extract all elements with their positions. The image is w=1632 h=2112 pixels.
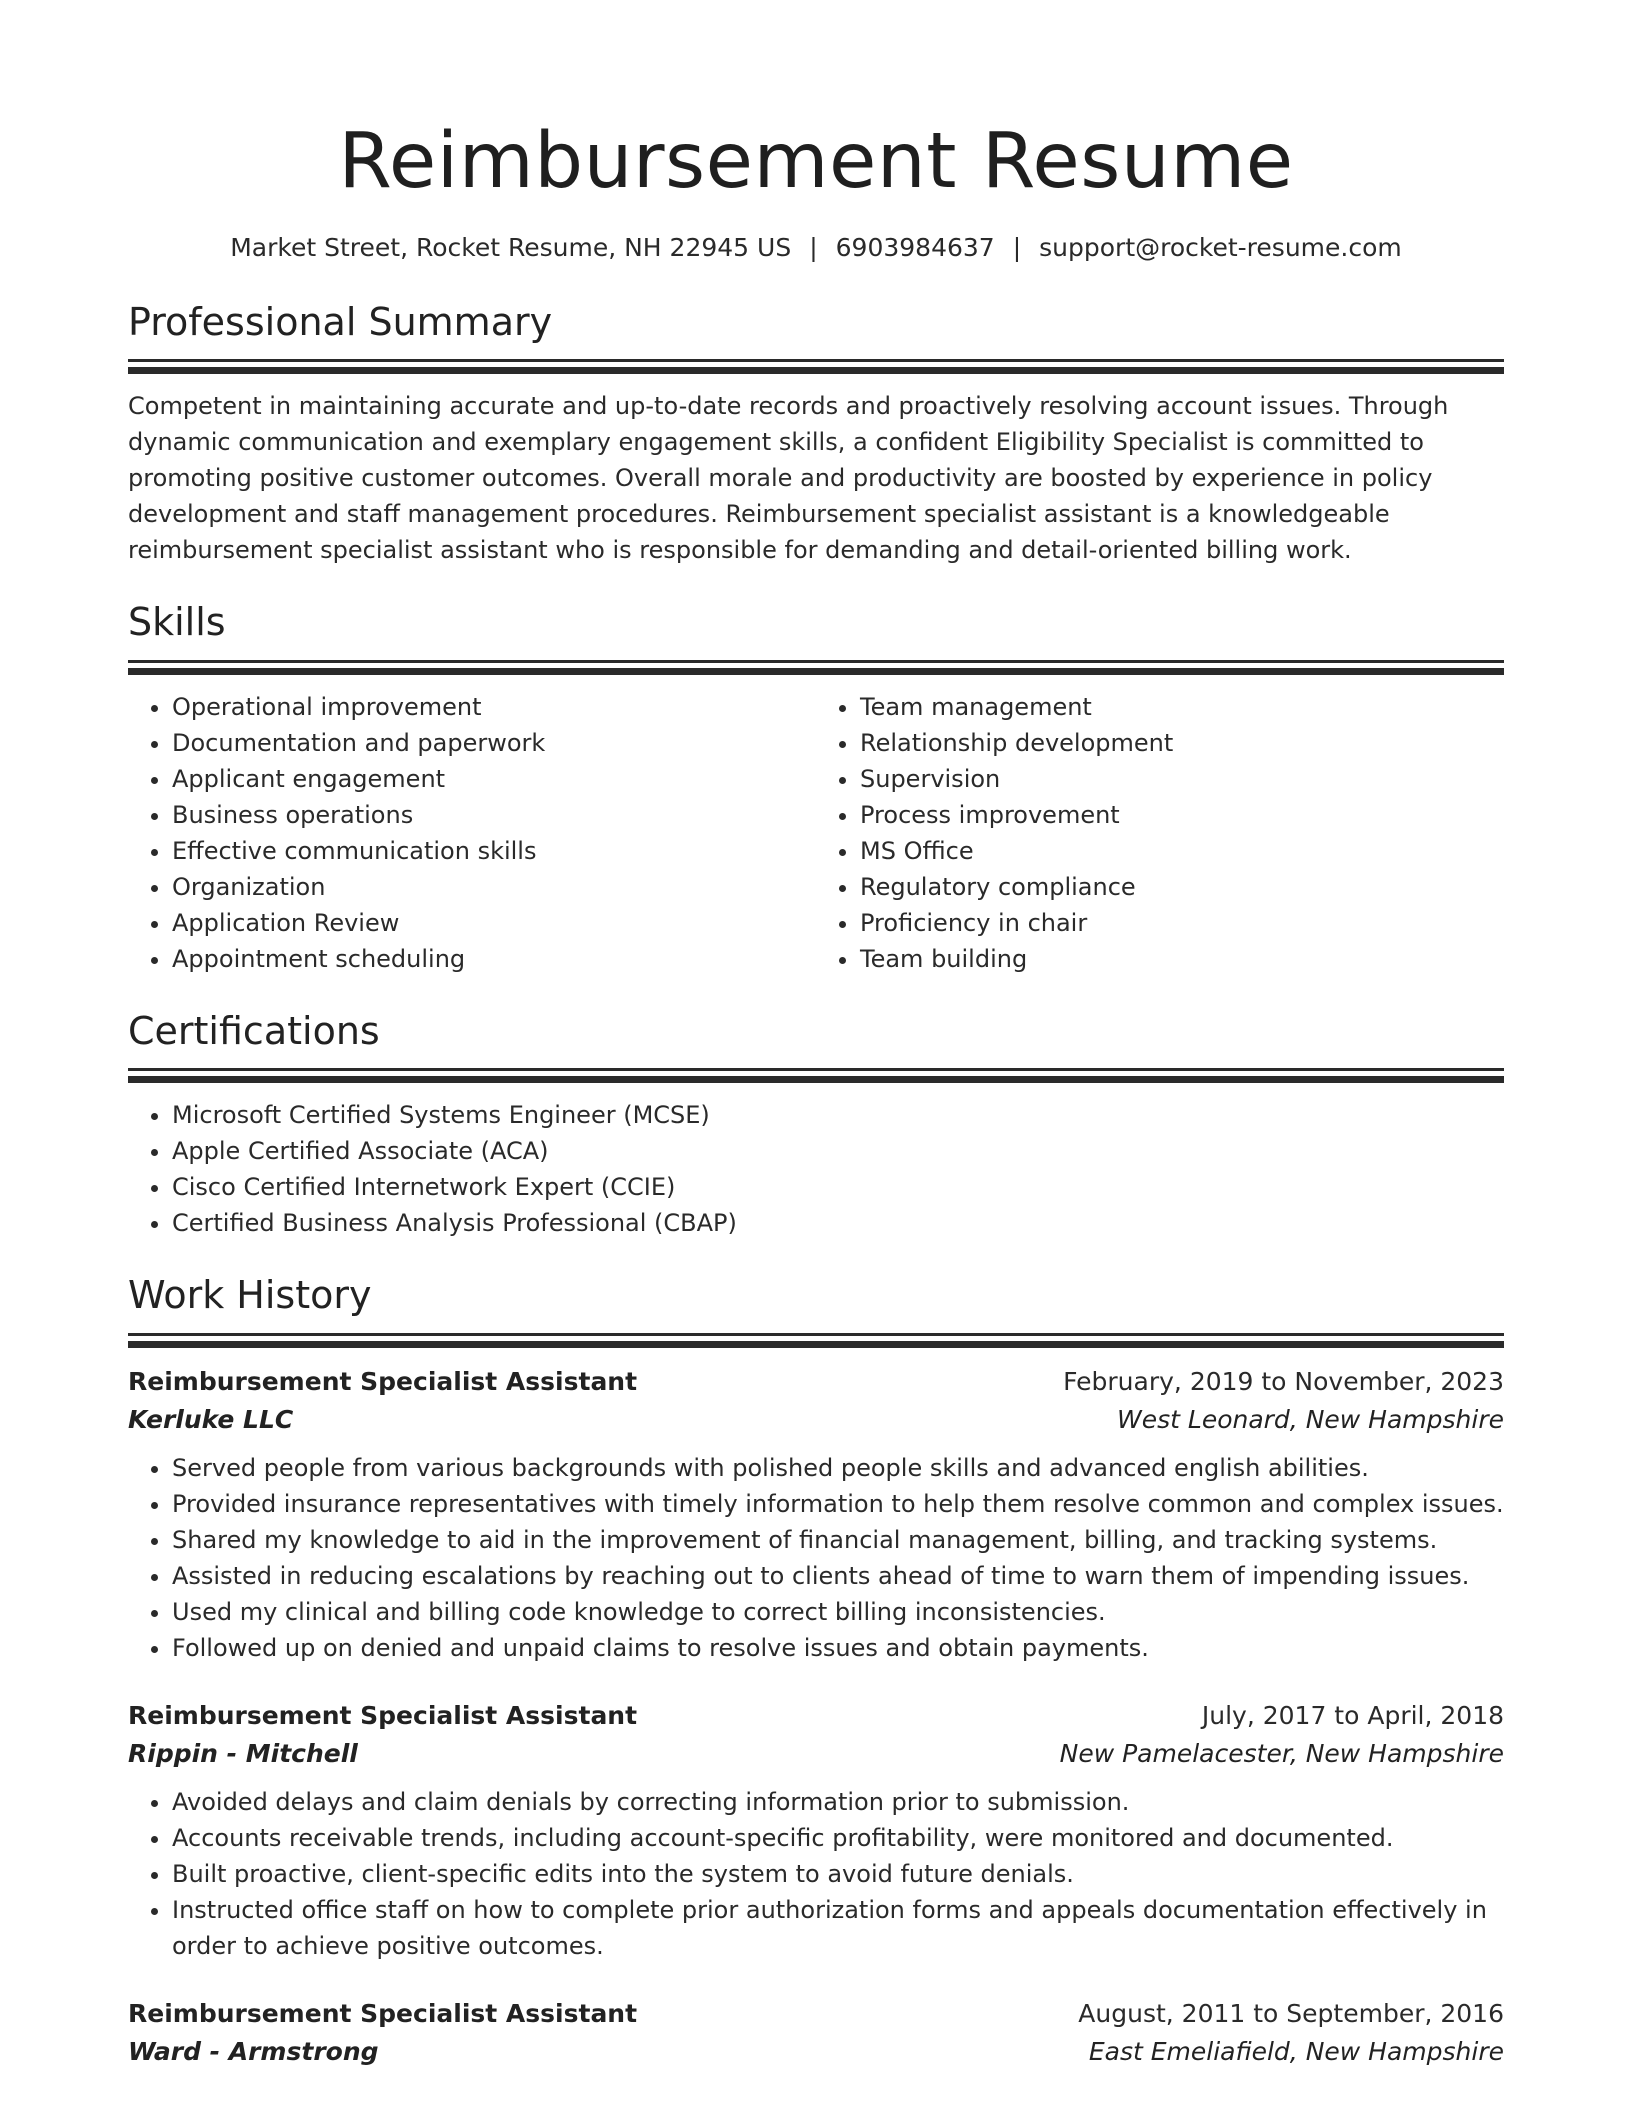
section-divider [128, 1068, 1504, 1071]
job-bullet: • Provided insurance representatives with timely information to help them resolve common and complex issues. [172, 1486, 1504, 1522]
job-bullets [128, 1450, 1504, 1666]
certification-item: • Microsoft Certified Systems Engineer (MCSE) [172, 1097, 1504, 1133]
summary-section [128, 300, 1504, 569]
skills-heading: Skills [128, 600, 226, 645]
job-location: New Pamelacester, New Hampshire [1059, 1739, 1504, 1769]
skill-item: • Application Review [172, 905, 816, 941]
skill-item: • Business operations [172, 797, 816, 833]
job-dates: July, 2017 to April, 2018 [1201, 1701, 1504, 1731]
job-header [128, 1364, 1504, 1400]
job-location: East Emeliafield, New Hampshire [1088, 2037, 1504, 2067]
job-entry [128, 1698, 1504, 1964]
job-subheader [128, 2032, 1504, 2072]
section-divider [128, 660, 1504, 663]
skill-item: • Regulatory compliance [860, 869, 1504, 905]
section-divider-thick [128, 1341, 1504, 1348]
job-dates: February, 2019 to November, 2023 [1063, 1367, 1504, 1397]
skill-item: • MS Office [860, 833, 1504, 869]
work-history-section [128, 1273, 1504, 2072]
job-company: Rippin - Mitchell [128, 1739, 358, 1769]
job-bullet: • Assisted in reducing escalations by reaching out to clients ahead of time to warn them of impending issues. [172, 1558, 1504, 1594]
job-header [128, 1698, 1504, 1734]
skill-item: • Documentation and paperwork [172, 725, 816, 761]
job-dates: August, 2011 to September, 2016 [1078, 1999, 1504, 2029]
job-company: Ward - Armstrong [128, 2037, 379, 2067]
job-bullet: • Used my clinical and billing code knowledge to correct billing inconsistencies. [172, 1594, 1504, 1630]
job-bullet: • Instructed office staff on how to complete prior authorization forms and appeals documentation effectively in order to achieve positive outcomes. [172, 1892, 1504, 1964]
section-divider [128, 1333, 1504, 1336]
job-bullet: • Served people from various backgrounds with polished people skills and advanced english abilities. [172, 1450, 1504, 1486]
skills-section [128, 600, 1504, 977]
job-title: Reimbursement Specialist Assistant [128, 1367, 638, 1397]
section-divider-thick [128, 1076, 1504, 1083]
skill-item: • Operational improvement [172, 689, 816, 725]
summary-heading: Professional Summary [128, 299, 553, 344]
job-entry [128, 1364, 1504, 1666]
job-bullet: • Shared my knowledge to aid in the improvement of financial management, billing, and tracking systems. [172, 1522, 1504, 1558]
skills-list-left [128, 689, 816, 977]
skill-item: • Relationship development [860, 725, 1504, 761]
skill-item: • Supervision [860, 761, 1504, 797]
job-header [128, 1996, 1504, 2032]
skill-item: • Team building [860, 941, 1504, 977]
skill-item: • Appointment scheduling [172, 941, 816, 977]
contact-phone: 6903984637 [835, 232, 995, 262]
resume-page [128, 0, 1504, 2072]
summary-text: Competent in maintaining accurate and up-to-date records and proactively resolving account issues. Through dynamic communication and exemplary engagement skills, a confident Eligibility Specialist is committed to promoting positive customer outcomes. Overall morale and productivity are boosted by experience in policy development and staff management procedures. Reimbursement specialist assistant is a knowledgeable reimbursement specialist assistant who is responsible for demanding and detail-oriented billing work. [128, 392, 1449, 565]
section-divider [128, 359, 1504, 362]
contact-email: support@rocket-resume.com [1039, 232, 1402, 262]
skills-list-right [816, 689, 1504, 977]
job-entry [128, 1996, 1504, 2072]
certifications-section [128, 1009, 1504, 1242]
certification-item: • Certified Business Analysis Professional (CBAP) [172, 1205, 1504, 1241]
job-subheader [128, 1400, 1504, 1440]
certification-item: • Cisco Certified Internetwork Expert (CCIE) [172, 1169, 1504, 1205]
contact-separator: | [1012, 232, 1022, 262]
job-bullets [128, 1784, 1504, 1964]
job-bullet: • Built proactive, client-specific edits into the system to avoid future denials. [172, 1856, 1504, 1892]
skill-item: • Proficiency in chair [860, 905, 1504, 941]
job-bullet: • Accounts receivable trends, including account-specific profitability, were monitored and documented. [172, 1820, 1504, 1856]
job-subheader [128, 1734, 1504, 1774]
skill-item: • Process improvement [860, 797, 1504, 833]
resume-name: Reimbursement Resume [338, 117, 1294, 206]
skill-item: • Organization [172, 869, 816, 905]
certifications-list [128, 1097, 1504, 1241]
certifications-heading: Certifications [128, 1008, 380, 1053]
section-divider-thick [128, 668, 1504, 675]
contact-address: Market Street, Rocket Resume, NH 22945 US [230, 232, 792, 262]
skill-item: • Team management [860, 689, 1504, 725]
section-divider-thick [128, 367, 1504, 374]
job-company: Kerluke LLC [128, 1405, 294, 1435]
skills-columns [128, 689, 1504, 977]
certification-item: • Apple Certified Associate (ACA) [172, 1133, 1504, 1169]
job-bullet: • Avoided delays and claim denials by correcting information prior to submission. [172, 1784, 1504, 1820]
job-title: Reimbursement Specialist Assistant [128, 1999, 638, 2029]
skill-item: • Applicant engagement [172, 761, 816, 797]
contact-line [128, 233, 1504, 262]
work-history-heading: Work History [128, 1273, 372, 1318]
skill-item: • Effective communication skills [172, 833, 816, 869]
job-location: West Leonard, New Hampshire [1117, 1405, 1504, 1435]
contact-separator: | [809, 232, 818, 262]
job-bullet: • Followed up on denied and unpaid claims to resolve issues and obtain payments. [172, 1630, 1504, 1666]
job-title: Reimbursement Specialist Assistant [128, 1701, 638, 1731]
